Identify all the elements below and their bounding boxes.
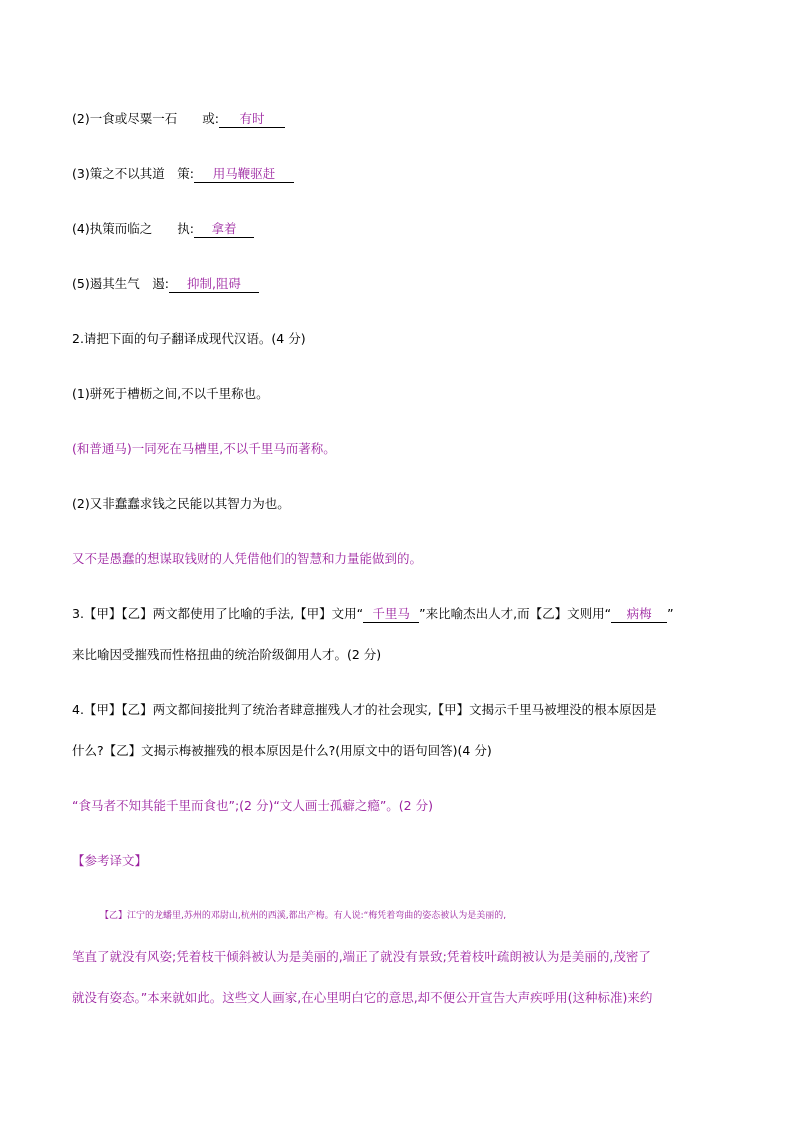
- vocab-answer: 用马鞭驱赶: [194, 166, 294, 183]
- vocab-answer: 抑制,阻碍: [169, 276, 259, 293]
- question-3-line-2: 来比喻因受摧残而性格扭曲的统治阶级御用人才。(2 分): [72, 647, 382, 662]
- reference-paragraph-line: 笔直了就没有风姿;凭着枝干倾斜被认为是美丽的,端正了就没有景致;凭着枝叶疏朗被认为是美丽的,茂密了: [72, 949, 651, 964]
- vocab-word: 遏:: [152, 276, 169, 291]
- vocab-item: [72, 276, 259, 293]
- vocab-item: [72, 221, 254, 238]
- reference-paragraph-line: 就没有姿态。”本来就如此。这些文人画家,在心里明白它的意思,却不便公开宣告大声疾呼用(这种标准)来约: [72, 990, 653, 1005]
- question-3-blank-2: 病梅: [611, 606, 667, 623]
- question-2-answer-1: (和普通马)一同死在马槽里,不以千里马而著称。: [72, 441, 336, 456]
- vocab-item: [72, 166, 294, 183]
- question-2-sentence-2: (2)又非蠢蠢求钱之民能以其智力为也。: [72, 496, 290, 511]
- vocab-prefix: (4)执策而临之: [72, 221, 153, 236]
- question-3-line-1: 3.【甲】【乙】两文都使用了比喻的手法,【甲】文用“ 千里马 ”来比喻杰出人才,而【乙】文则用“ 病梅 ”: [72, 606, 674, 621]
- reference-paragraph-line: 【乙】江宁的龙蟠里,苏州的邓尉山,杭州的西溪,都出产梅。有人说:“梅凭着弯曲的姿态被认为是美丽的,: [100, 911, 507, 921]
- vocab-prefix: (3)策之不以其道: [72, 166, 165, 181]
- vocab-word: 策:: [177, 166, 194, 181]
- question-2-title: 2.请把下面的句子翻译成现代汉语。(4 分): [72, 331, 306, 346]
- vocab-word: 执:: [177, 221, 194, 236]
- vocab-answer: 有时: [219, 111, 285, 128]
- vocab-answer: 拿着: [194, 221, 254, 238]
- vocab-prefix: (5)遏其生气: [72, 276, 140, 291]
- vocab-word: 或:: [202, 111, 219, 126]
- vocab-prefix: (2)一食或尽粟一石: [72, 111, 178, 126]
- question-2-sentence-1: (1)骈死于槽枥之间,不以千里称也。: [72, 386, 269, 401]
- question-2-answer-2: 又不是愚蠢的想谋取钱财的人凭借他们的智慧和力量能做到的。: [72, 551, 423, 566]
- reference-heading: 【参考译文】: [72, 853, 148, 868]
- vocab-item: [72, 111, 285, 128]
- question-4-line-2: 什么?【乙】文揭示梅被摧残的根本原因是什么?(用原文中的语句回答)(4 分): [72, 743, 492, 758]
- question-4-line-1: 4.【甲】【乙】两文都间接批判了统治者肆意摧残人才的社会现实,【甲】文揭示千里马被埋没的根本原因是: [72, 702, 657, 717]
- question-3-blank-1: 千里马: [363, 606, 419, 623]
- question-4-answer: “食马者不知其能千里而食也”;(2 分)“文人画士孤癖之瘾”。(2 分): [72, 798, 433, 813]
